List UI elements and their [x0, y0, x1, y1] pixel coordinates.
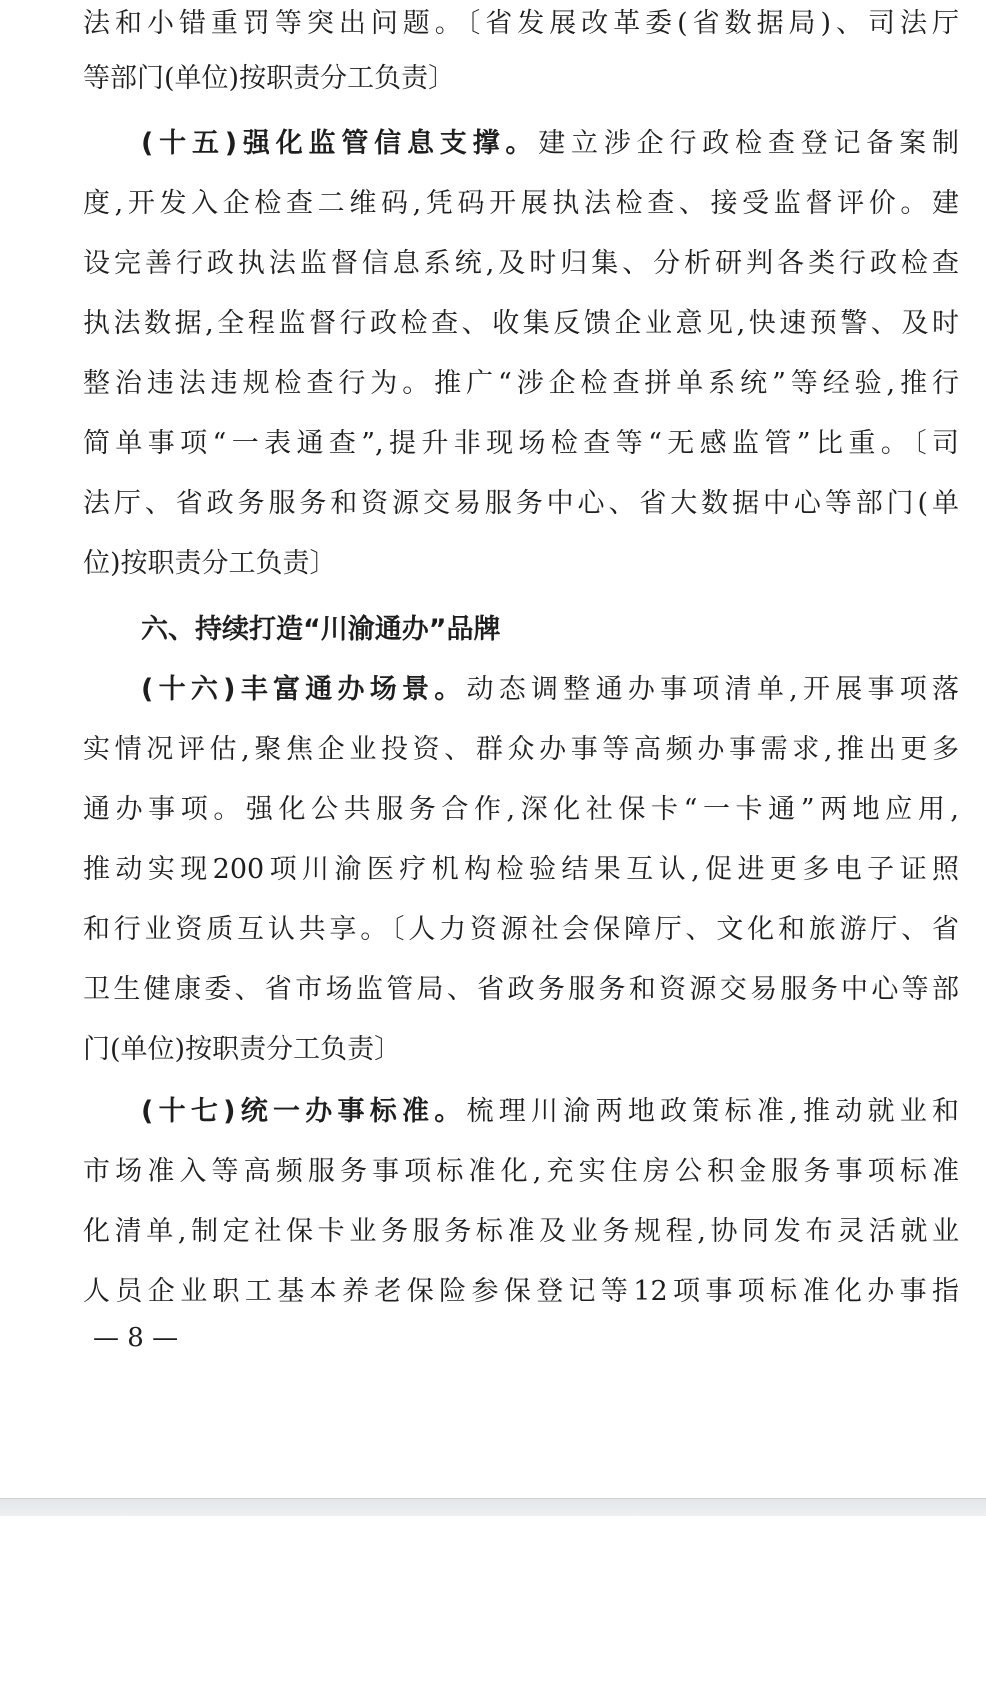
- paragraph-lead: (十五)强化监管信息支撑。: [141, 128, 539, 159]
- body-text-line: 法和小错重罚等突出问题。〔省发展改革委(省数据局)、司法厅: [83, 8, 959, 39]
- body-text-line: 执法数据,全程监督行政检查、收集反馈企业意见,快速预警、及时: [83, 308, 959, 339]
- page-number: — 8 —: [93, 1323, 179, 1353]
- body-text-line: 人员企业职工基本养老保险参保登记等12项事项标准化办事指: [83, 1276, 959, 1307]
- section-heading: 六、持续打造“川渝通办”品牌: [141, 614, 501, 645]
- body-text-line: 等部门(单位)按职责分工负责〕: [83, 63, 456, 94]
- paragraph-15-first-line: (十五)强化监管信息支撑。建立涉企行政检查登记备案制: [141, 128, 959, 159]
- body-text-line: 位)按职责分工负责〕: [83, 548, 337, 579]
- body-text-line: 整治违法违规检查行为。推广“涉企检查拼单系统”等经验,推行: [83, 368, 959, 399]
- body-text-line: 门(单位)按职责分工负责〕: [83, 1034, 402, 1065]
- body-text-line: 简单事项“一表通查”,提升非现场检查等“无感监管”比重。〔司: [83, 428, 959, 459]
- paragraph-lead: (十六)丰富通办场景。: [141, 674, 467, 705]
- body-text-line: 通办事项。强化公共服务合作,深化社保卡“一卡通”两地应用,: [83, 794, 959, 825]
- body-text-line: 法厅、省政务服务和资源交易服务中心、省大数据中心等部门(单: [83, 488, 959, 519]
- paragraph-lead: (十七)统一办事标准。: [141, 1096, 467, 1127]
- paragraph-17-first-line: (十七)统一办事标准。梳理川渝两地政策标准,推动就业和: [141, 1096, 959, 1127]
- body-text-line: 实情况评估,聚焦企业投资、群众办事等高频办事需求,推出更多: [83, 734, 959, 765]
- paragraph-16-first-line: (十六)丰富通办场景。动态调整通办事项清单,开展事项落: [141, 674, 959, 705]
- viewer-blank-area: [0, 1516, 986, 1687]
- body-text-line: 卫生健康委、省市场监管局、省政务服务和资源交易服务中心等部: [83, 974, 959, 1005]
- body-text-line: 化清单,制定社保卡业务服务标准及业务规程,协同发布灵活就业: [83, 1216, 959, 1247]
- page-divider: [0, 1498, 986, 1517]
- body-text-line: 设完善行政执法监督信息系统,及时归集、分析研判各类行政检查: [83, 248, 959, 279]
- body-text-line: 度,开发入企检查二维码,凭码开展执法检查、接受监督评价。建: [83, 188, 959, 219]
- body-text-line: 推动实现200项川渝医疗机构检验结果互认,促进更多电子证照: [83, 854, 959, 885]
- body-text-line: 和行业资质互认共享。〔人力资源社会保障厅、文化和旅游厅、省: [83, 914, 959, 945]
- body-text-line: 市场准入等高频服务事项标准化,充实住房公积金服务事项标准: [83, 1156, 959, 1187]
